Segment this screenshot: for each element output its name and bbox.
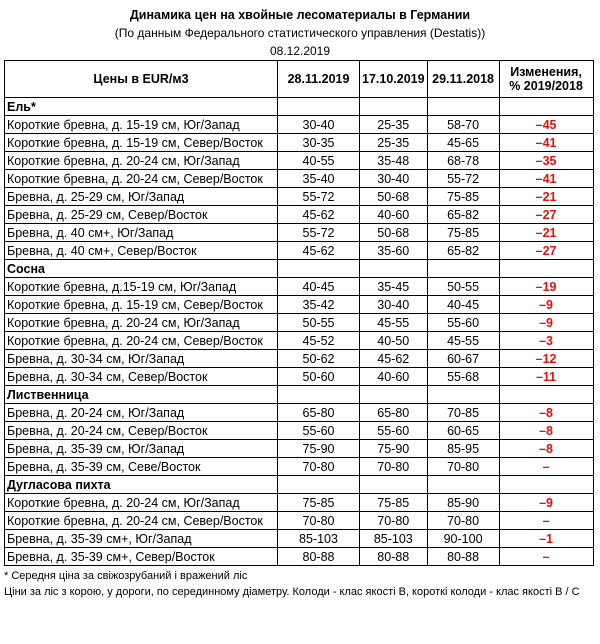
price-2018-11: 55-60 (427, 314, 499, 332)
price-2019-10: 30-40 (360, 170, 428, 188)
price-2019-10: 75-90 (360, 440, 428, 458)
table-row (5, 494, 594, 512)
price-2019-11: 50-62 (278, 350, 360, 368)
table-row (5, 422, 594, 440)
price-2019-11: 35-42 (278, 296, 360, 314)
empty-cell (278, 476, 360, 494)
change-percent: – (499, 548, 593, 566)
header-change-line1: Изменения, (510, 65, 582, 79)
price-2019-11: 30-40 (278, 116, 360, 134)
price-2019-10: 40-60 (360, 368, 428, 386)
empty-cell (427, 98, 499, 116)
table-row (5, 314, 594, 332)
price-2018-11: 50-55 (427, 278, 499, 296)
row-name: Бревна, д. 35-39 см+, Север/Восток (5, 548, 278, 566)
header-col-2019-10: 17.10.2019 (360, 61, 428, 98)
header-change (499, 61, 593, 98)
price-2019-11: 45-52 (278, 332, 360, 350)
change-percent: –9 (499, 314, 593, 332)
section-row (5, 98, 594, 116)
row-name: Короткие бревна, д. 20-24 см, Север/Восток (5, 332, 278, 350)
price-2019-11: 65-80 (278, 404, 360, 422)
price-2018-11: 70-80 (427, 458, 499, 476)
empty-cell (499, 386, 593, 404)
change-percent: –3 (499, 332, 593, 350)
price-2019-11: 45-62 (278, 206, 360, 224)
price-2019-10: 40-60 (360, 206, 428, 224)
price-2019-11: 40-45 (278, 278, 360, 296)
change-percent: –35 (499, 152, 593, 170)
section-label: Лиственница (5, 386, 278, 404)
table-row (5, 116, 594, 134)
table-row (5, 332, 594, 350)
price-2018-11: 75-85 (427, 224, 499, 242)
section-label: Дугласова пихта (5, 476, 278, 494)
section-label: Ель* (5, 98, 278, 116)
table-row (5, 350, 594, 368)
price-2019-11: 55-72 (278, 224, 360, 242)
price-2019-10: 85-103 (360, 530, 428, 548)
change-percent: –27 (499, 206, 593, 224)
price-2018-11: 60-67 (427, 350, 499, 368)
price-2018-11: 45-65 (427, 134, 499, 152)
price-2019-10: 30-40 (360, 296, 428, 314)
empty-cell (360, 386, 428, 404)
price-2019-10: 35-60 (360, 242, 428, 260)
empty-cell (360, 476, 428, 494)
empty-cell (427, 386, 499, 404)
table-header-row (5, 61, 594, 98)
row-name: Бревна, д. 35-39 см, Севе/Восток (5, 458, 278, 476)
price-2018-11: 70-85 (427, 404, 499, 422)
section-row (5, 476, 594, 494)
price-2019-10: 70-80 (360, 458, 428, 476)
empty-cell (278, 98, 360, 116)
price-2019-11: 80-88 (278, 548, 360, 566)
price-2019-11: 55-72 (278, 188, 360, 206)
section-row (5, 260, 594, 278)
price-2019-10: 50-68 (360, 188, 428, 206)
change-percent: –8 (499, 422, 593, 440)
table-row (5, 368, 594, 386)
price-2019-10: 80-88 (360, 548, 428, 566)
price-2019-10: 25-35 (360, 134, 428, 152)
row-name: Короткие бревна, д. 15-19 см, Север/Восток (5, 134, 278, 152)
row-name: Бревна, д. 30-34 см, Юг/Запад (5, 350, 278, 368)
page-title: Динамика цен на хвойные лесоматериалы в Германии (129, 8, 471, 22)
table-row (5, 404, 594, 422)
table-row (5, 530, 594, 548)
price-2018-11: 68-78 (427, 152, 499, 170)
footnote-2: Ціни за ліс з корою, у дороги, по серединному діаметру. Колоди - клас якості B, короткі колоди - клас якості B / C (4, 586, 580, 598)
page-subtitle: (По данным Федерального статистического управления (Destatis)) (114, 26, 486, 40)
row-name: Короткие бревна, д. 20-24 см, Юг/Запад (5, 152, 278, 170)
change-percent: –19 (499, 278, 593, 296)
price-2019-10: 55-60 (360, 422, 428, 440)
change-percent: –9 (499, 296, 593, 314)
price-2018-11: 65-82 (427, 206, 499, 224)
table-body (5, 98, 594, 566)
row-name: Бревна, д. 35-39 см, Юг/Запад (5, 440, 278, 458)
price-2019-10: 45-55 (360, 314, 428, 332)
footnote-1: * Середня ціна за свіжозрубаний і вражений ліс (4, 570, 248, 582)
empty-cell (278, 386, 360, 404)
row-name: Бревна, д. 20-24 см, Юг/Запад (5, 404, 278, 422)
price-2019-10: 25-35 (360, 116, 428, 134)
empty-cell (360, 260, 428, 278)
price-2019-11: 30-35 (278, 134, 360, 152)
table-row (5, 206, 594, 224)
price-2019-10: 70-80 (360, 512, 428, 530)
change-percent: –21 (499, 224, 593, 242)
row-name: Бревна, д. 20-24 см, Север/Восток (5, 422, 278, 440)
header-change-line2: % 2019/2018 (509, 79, 583, 93)
price-table (4, 60, 594, 566)
section-label: Сосна (5, 260, 278, 278)
price-2019-10: 35-45 (360, 278, 428, 296)
empty-cell (278, 260, 360, 278)
header-name: Цены в EUR/м3 (5, 61, 278, 98)
price-2019-10: 40-50 (360, 332, 428, 350)
price-2019-11: 40-55 (278, 152, 360, 170)
table-row (5, 224, 594, 242)
empty-cell (427, 476, 499, 494)
change-percent: – (499, 512, 593, 530)
price-2018-11: 85-95 (427, 440, 499, 458)
row-name: Короткие бревна, д. 20-24 см, Юг/Запад (5, 314, 278, 332)
row-name: Короткие бревна, д. 15-19 см, Север/Восток (5, 296, 278, 314)
footnotes (4, 568, 594, 600)
price-2018-11: 80-88 (427, 548, 499, 566)
change-percent: –45 (499, 116, 593, 134)
change-percent: –11 (499, 368, 593, 386)
change-percent: –21 (499, 188, 593, 206)
table-row (5, 188, 594, 206)
table-row (5, 242, 594, 260)
price-2019-11: 70-80 (278, 512, 360, 530)
empty-cell (499, 476, 593, 494)
table-row (5, 278, 594, 296)
price-2019-10: 50-68 (360, 224, 428, 242)
change-percent: –8 (499, 404, 593, 422)
price-2018-11: 58-70 (427, 116, 499, 134)
row-name: Короткие бревна, д.15-19 см, Юг/Запад (5, 278, 278, 296)
row-name: Короткие бревна, д. 20-24 см, Север/Восток (5, 170, 278, 188)
price-2018-11: 55-68 (427, 368, 499, 386)
section-row (5, 386, 594, 404)
price-2019-11: 75-90 (278, 440, 360, 458)
table-row (5, 458, 594, 476)
row-name: Бревна, д. 40 см+, Юг/Запад (5, 224, 278, 242)
change-percent: –8 (499, 440, 593, 458)
change-percent: –9 (499, 494, 593, 512)
table-row (5, 152, 594, 170)
row-name: Бревна, д. 30-34 см, Север/Восток (5, 368, 278, 386)
price-2019-11: 50-55 (278, 314, 360, 332)
table-row (5, 440, 594, 458)
empty-cell (499, 260, 593, 278)
price-2019-11: 55-60 (278, 422, 360, 440)
page-date: 08.12.2019 (269, 44, 331, 58)
empty-cell (360, 98, 428, 116)
price-2019-10: 65-80 (360, 404, 428, 422)
row-name: Бревна, д. 25-29 см, Север/Восток (5, 206, 278, 224)
price-2019-11: 50-60 (278, 368, 360, 386)
price-2019-11: 70-80 (278, 458, 360, 476)
price-2019-10: 35-48 (360, 152, 428, 170)
price-2019-10: 45-62 (360, 350, 428, 368)
row-name: Бревна, д. 35-39 см+, Юг/Запад (5, 530, 278, 548)
price-2018-11: 60-65 (427, 422, 499, 440)
price-2018-11: 40-45 (427, 296, 499, 314)
empty-cell (427, 260, 499, 278)
change-percent: –1 (499, 530, 593, 548)
title-block (0, 0, 600, 60)
table-row (5, 170, 594, 188)
price-2018-11: 90-100 (427, 530, 499, 548)
price-2019-11: 75-85 (278, 494, 360, 512)
price-2018-11: 75-85 (427, 188, 499, 206)
change-percent: –27 (499, 242, 593, 260)
price-2018-11: 70-80 (427, 512, 499, 530)
row-name: Короткие бревна, д. 20-24 см, Север/Восток (5, 512, 278, 530)
header-col-2018-11: 29.11.2018 (427, 61, 499, 98)
change-percent: –41 (499, 134, 593, 152)
row-name: Короткие бревна, д. 20-24 см, Юг/Запад (5, 494, 278, 512)
row-name: Бревна, д. 40 см+, Север/Восток (5, 242, 278, 260)
empty-cell (499, 98, 593, 116)
price-2019-10: 75-85 (360, 494, 428, 512)
change-percent: –41 (499, 170, 593, 188)
price-2018-11: 55-72 (427, 170, 499, 188)
price-2019-11: 85-103 (278, 530, 360, 548)
price-2018-11: 65-82 (427, 242, 499, 260)
table-row (5, 134, 594, 152)
table-row (5, 512, 594, 530)
price-2019-11: 45-62 (278, 242, 360, 260)
table-row (5, 296, 594, 314)
row-name: Короткие бревна, д. 15-19 см, Юг/Запад (5, 116, 278, 134)
price-2019-11: 35-40 (278, 170, 360, 188)
change-percent: – (499, 458, 593, 476)
table-row (5, 548, 594, 566)
price-2018-11: 45-55 (427, 332, 499, 350)
header-col-2019-11: 28.11.2019 (278, 61, 360, 98)
price-2018-11: 85-90 (427, 494, 499, 512)
change-percent: –12 (499, 350, 593, 368)
row-name: Бревна, д. 25-29 см, Юг/Запад (5, 188, 278, 206)
